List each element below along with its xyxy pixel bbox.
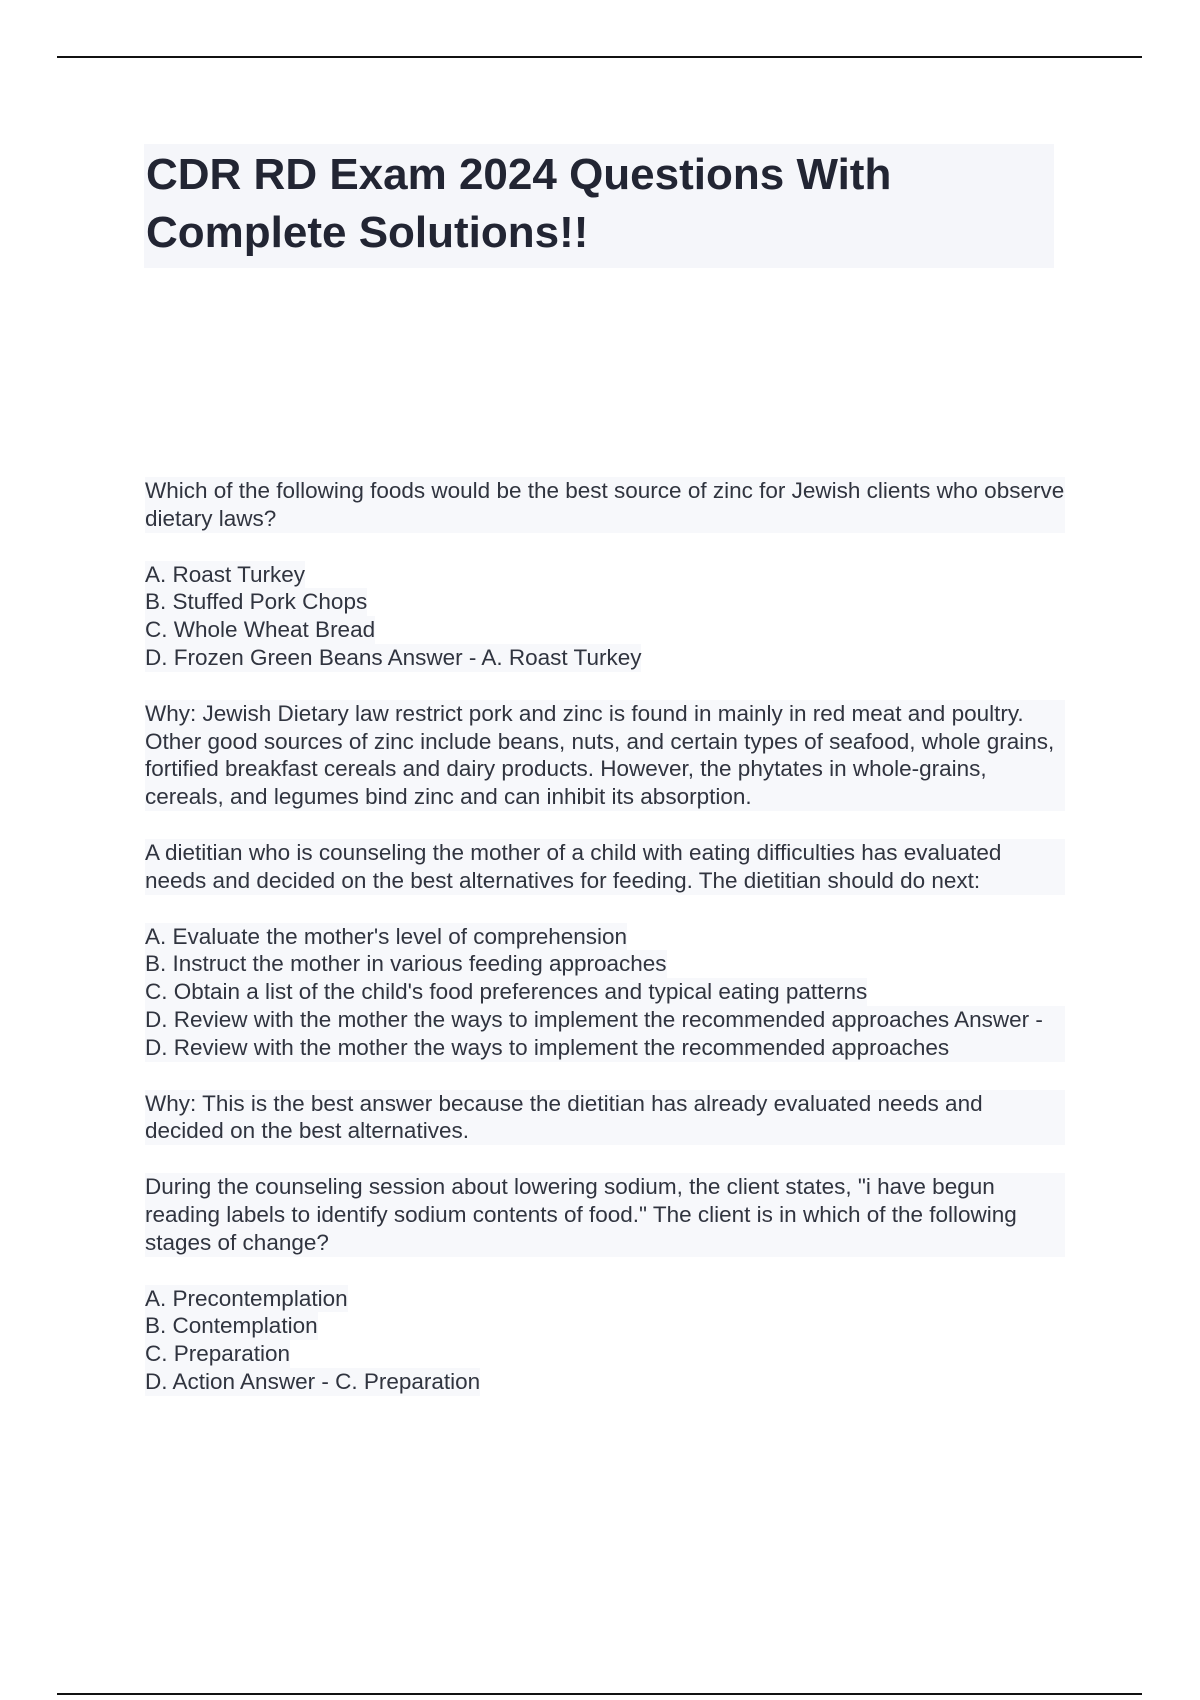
option-item: A. Evaluate the mother's level of comprehension [145,923,628,949]
option-item: B. Stuffed Pork Chops [145,589,368,615]
option-item-with-answer: D. Frozen Green Beans Answer - A. Roast Turkey [145,644,642,670]
header-rule [57,56,1142,58]
option-item: A. Precontemplation [145,1285,348,1311]
explanation-text: Why: This is the best answer because the dietitian has already evaluated needs and decided on the best alternatives. [145,1090,1065,1146]
option-item: B. Contemplation [145,1313,318,1339]
option-list [145,923,1065,1062]
document-title: CDR RD Exam 2024 Questions With Complete Solutions!! [146,150,892,257]
title-block [144,144,1054,268]
question-text: Which of the following foods would be the best source of zinc for Jewish clients who observe dietary laws? [145,478,1065,531]
option-item: B. Instruct the mother in various feeding approaches [145,951,667,977]
footer-rule [57,1693,1142,1695]
question-text: A dietitian who is counseling the mother of a child with eating difficulties has evaluated needs and decided on the best alternatives for feeding. The dietitian should do next: [145,839,1065,895]
explanation-text: Why: Jewish Dietary law restrict pork and zinc is found in mainly in red meat and poultry. Other good sources of zinc include beans, nuts, and certain types of seafood, whole grains, fortified breakfast cereals and dairy products. However, the phytates in whole-grains, cereals, and legumes bind zinc and can inhibit its absorption. [145,700,1065,811]
option-item: C. Whole Wheat Bread [145,617,376,643]
option-list [145,1285,1065,1396]
option-item: C. Obtain a list of the child's food preferences and typical eating patterns [145,979,868,1005]
option-item: C. Preparation [145,1341,291,1367]
option-list [145,561,1065,672]
question-text: During the counseling session about lowering sodium, the client states, "i have begun reading labels to identify sodium contents of food." The client is in which of the following stages of change? [145,1173,1065,1256]
document-body [145,477,1065,1424]
option-item-with-answer: D. Action Answer - C. Preparation [145,1368,481,1394]
option-item: A. Roast Turkey [145,561,306,587]
option-item-with-answer: D. Review with the mother the ways to implement the recommended approaches Answer - D. Review with the mother the ways to implement the recommended approaches [145,1006,1065,1062]
